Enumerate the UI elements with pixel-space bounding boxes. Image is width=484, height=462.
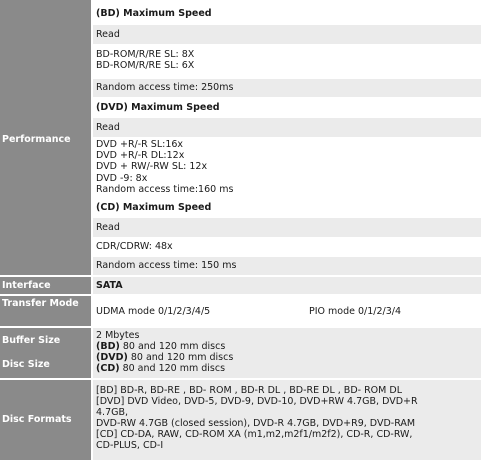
label-performance-bg — [0, 0, 91, 275]
dvd-speed-line: DVD -9: 8x — [96, 173, 148, 184]
label-buffer-bg — [0, 328, 91, 378]
format-line: 4.7GB, — [96, 407, 129, 418]
label-performance: Performance — [2, 134, 71, 145]
buffer-disc-size-row — [93, 328, 481, 378]
format-line: CD-PLUS, CD-I — [96, 440, 164, 451]
dvd-speed-line: DVD + RW/-RW SL: 12x — [96, 161, 208, 172]
cd-prefix: (CD) — [96, 363, 120, 374]
bd-prefix: (BD) — [96, 341, 120, 352]
cd-max-speed-header — [93, 200, 481, 216]
cd-read-row — [93, 218, 481, 237]
pio-mode: PIO mode 0/1/2/3/4 — [309, 306, 402, 317]
dvd-read-text: Read — [96, 122, 120, 133]
bd-max-speed-header — [93, 6, 481, 22]
bd-speeds — [93, 47, 481, 77]
label-transfer-mode: Transfer Mode — [2, 298, 79, 309]
dvd-speed-line: DVD +R/-R DL:12x — [96, 150, 185, 161]
disc-size-cd — [96, 363, 225, 374]
cd-header-text: (CD) Maximum Speed — [96, 202, 212, 213]
cd-speed-row — [93, 238, 481, 256]
format-line: DVD-RW 4.7GB (closed session), DVD-R 4.7GB, DVD+R9, DVD-RAM — [96, 418, 416, 429]
label-formats-bg — [0, 380, 91, 460]
disc-size-dvd — [96, 352, 233, 363]
dvd-prefix: (DVD) — [96, 352, 128, 363]
bd-disc-text: 80 and 120 mm discs — [119, 341, 226, 352]
buffer-size-value: 2 Mbytes — [96, 330, 140, 341]
cd-access-text: Random access time: 150 ms — [96, 260, 237, 271]
bd-rom-dl: BD-ROM/R/RE SL: 6X — [96, 60, 195, 71]
cd-speed-text: CDR/CDRW: 48x — [96, 241, 173, 252]
cd-access-row — [93, 257, 481, 275]
dvd-max-speed-header — [93, 100, 481, 116]
dvd-speed-line: DVD +R/-R SL:16x — [96, 139, 184, 150]
dvd-access-line: Random access time:160 ms — [96, 184, 234, 195]
label-transfer-bg — [0, 296, 91, 326]
bd-access-text: Random access time: 250ms — [96, 82, 234, 93]
dvd-read-row — [93, 118, 481, 137]
label-interface-bg — [0, 277, 91, 294]
dvd-disc-text: 80 and 120 mm discs — [127, 352, 234, 363]
format-line: [BD] BD-R, BD-RE , BD- ROM , BD-R DL , BD-RE DL , BD- ROM DL — [96, 385, 402, 396]
bd-read-row — [93, 25, 481, 44]
label-buffer-size: Buffer Size — [2, 335, 61, 346]
format-line: [DVD] DVD Video, DVD-5, DVD-9, DVD-10, DVD+RW 4.7GB, DVD+R — [96, 396, 418, 407]
format-line: [CD] CD-DA, RAW, CD-ROM XA (m1,m2,m2f1/m2f2), CD-R, CD-RW, — [96, 429, 413, 440]
bd-rom-sl: BD-ROM/R/RE SL: 8X — [96, 49, 195, 60]
cd-disc-text: 80 and 120 mm discs — [119, 363, 226, 374]
label-disc-size: Disc Size — [2, 359, 50, 370]
transfer-mode-row — [93, 296, 481, 326]
bd-header-text: (BD) Maximum Speed — [96, 8, 212, 19]
disc-formats-row — [93, 380, 481, 460]
dvd-speeds — [93, 138, 481, 198]
dvd-header-text: (DVD) Maximum Speed — [96, 102, 220, 113]
cd-read-text: Read — [96, 222, 120, 233]
label-disc-formats: Disc Formats — [2, 414, 72, 425]
interface-value: SATA — [96, 280, 123, 291]
udma-mode: UDMA mode 0/1/2/3/4/5 — [96, 306, 211, 317]
disc-size-bd — [96, 341, 225, 352]
interface-value-row — [93, 277, 481, 294]
bd-access-row — [93, 79, 481, 97]
bd-read-text: Read — [96, 29, 120, 40]
label-interface: Interface — [2, 280, 51, 291]
